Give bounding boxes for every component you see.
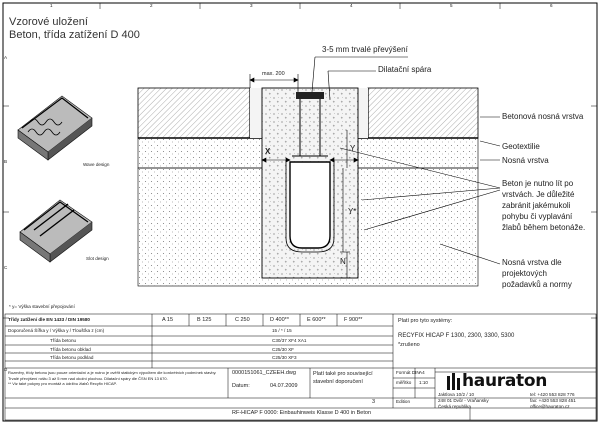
grid-col-marker: 6 <box>550 3 553 8</box>
grid-row-marker: A <box>4 55 8 60</box>
company-name: hauraton <box>462 371 548 391</box>
note-line: Nosná vrstva dle <box>502 258 562 267</box>
dim-y-star-label: Y* <box>348 207 357 216</box>
table-row-label: Třída betonu obklad <box>50 347 91 352</box>
footer-caption: RF-HICAP F 0000: Einbauhinweis Klasse D 400 in Beton <box>232 410 371 416</box>
slot-design-thumbnail <box>20 200 92 262</box>
grid-col-marker: 4 <box>350 3 353 8</box>
load-class-cell: F 900** <box>344 317 363 323</box>
callout-concrete-note <box>502 180 585 232</box>
company-contact: tel: +420 553 828 776 <box>530 392 575 397</box>
format-value: A4 <box>419 370 425 375</box>
scale-value: 1:10 <box>419 380 428 385</box>
table-row-label: Třída betonu <box>50 338 77 343</box>
callout-base-layer: Nosná vrstva <box>502 156 549 165</box>
table-row-value: C30/37 XF4 XA1 <box>272 338 307 343</box>
company-address: 248 01 Dvůr - Vraňansky <box>438 398 489 403</box>
table-row-label: Třída betonu podklad <box>50 355 94 360</box>
variant-number: 3 <box>372 399 376 405</box>
table-note: ** Viz také pokyny pro montáž a údržbu žlabů Recyfix HICAP. <box>8 381 117 386</box>
callout-geotextile: Geotextilie <box>502 142 540 151</box>
format-label: Formát DIN <box>396 370 420 375</box>
company-address: Česká republika <box>438 404 471 409</box>
concrete-layer <box>138 88 250 138</box>
footnote: * y= Výška stavební přepojování <box>9 304 75 309</box>
table-row-value: C25/30 XF3 <box>272 355 297 360</box>
hauraton-logo-icon <box>447 373 460 390</box>
table-row-value: C25/30 XF <box>272 347 294 352</box>
grid-col-marker: 2 <box>150 3 153 8</box>
table-row-label: Doporučená Šířka y / Výška y / Tloušťka z (cm) <box>8 328 105 333</box>
drawing-subtitle: Beton, třída zatížení D 400 <box>9 29 140 41</box>
table-note: Rozměry, třídy betonu jsou pouze orientační a je nutno je ověřit statickým výpočtem dle konkrétních podmínek stavby. <box>8 370 217 375</box>
dim-n-label: N <box>340 257 346 266</box>
grid-row-marker: B <box>4 159 8 164</box>
load-class-cell: C 250 <box>235 317 250 323</box>
description-line: Platí také pro související <box>313 371 373 377</box>
load-class-header: Třídy zatížení dle EN 1433 / DIN 19580 <box>8 317 90 322</box>
dim-x-label: X <box>265 147 271 156</box>
dim-y-label: Y <box>350 144 356 153</box>
callout-base-note <box>502 259 572 289</box>
date-value: 04.07.2009 <box>270 383 298 389</box>
drain-grating <box>296 92 324 99</box>
wave-design-thumbnail <box>18 96 92 160</box>
note-line: požadavků a normy <box>502 280 572 289</box>
callout-concrete-layer: Betonová nosná vrstva <box>502 112 584 121</box>
load-class-cell: E 600** <box>307 317 326 323</box>
systems-value: RECYFIX HICAP F 1300, 2300, 3300, 5300 <box>398 333 515 339</box>
scale-label: měřítko <box>396 380 412 385</box>
cross-section <box>138 57 500 286</box>
load-class-cell: D 400** <box>270 317 289 323</box>
table-note: Trvalé převýšení roštu 3 až 5 mm nad okolní plochou. Dilatační spáry dle ČSN EN 13 670. <box>8 375 168 381</box>
table-row-value: 15 / * / 15 <box>272 328 292 333</box>
note-line: vrstvách. Je důležité <box>502 190 575 199</box>
company-contact: office@hauraton.cz <box>530 404 570 409</box>
note-line: žlabů během betonáže. <box>502 223 586 232</box>
edition-label: Edition <box>396 399 411 404</box>
drawing-title: Vzorové uložení <box>9 16 88 28</box>
load-class-cell: A 15 <box>162 317 174 323</box>
dim-max-label: max. 200 <box>262 71 285 77</box>
systems-label: Platí pro tyto systémy: <box>398 318 453 324</box>
callout-expansion: 3-5 mm trvalé převýšení <box>322 45 408 54</box>
callout-joint: Dilatační spára <box>378 65 432 74</box>
note-line: pohybu či vyplavání <box>502 212 573 221</box>
grid-row-marker: D <box>4 367 8 372</box>
note-line: zabránit jakémukoli <box>502 201 571 210</box>
note-line: Beton je nutno lít po <box>502 179 574 188</box>
concrete-layer <box>368 88 478 138</box>
slot-design-label: Slot design <box>86 256 109 261</box>
drain-channel <box>290 162 330 248</box>
grid-col-marker: 5 <box>450 3 453 8</box>
company-contact: fax: +420 553 828 451 <box>530 398 576 403</box>
table-notes <box>8 370 226 387</box>
date-label: Datum: <box>232 383 250 389</box>
systems-extra: *zrušeno <box>398 342 420 348</box>
grid-row-marker: C <box>4 265 8 270</box>
drawing-number: 0000151061_CZEEH.dwg <box>232 370 296 376</box>
note-line: projektových <box>502 269 547 278</box>
wave-design-label: Wave design <box>83 162 110 167</box>
description-line: stavební doporučení <box>313 379 363 385</box>
company-address: Jaktlova 10/2 / 10 <box>438 392 475 397</box>
grid-col-marker: 1 <box>50 3 53 8</box>
load-class-cell: B 125 <box>197 317 212 323</box>
grid-col-marker: 3 <box>250 3 253 8</box>
